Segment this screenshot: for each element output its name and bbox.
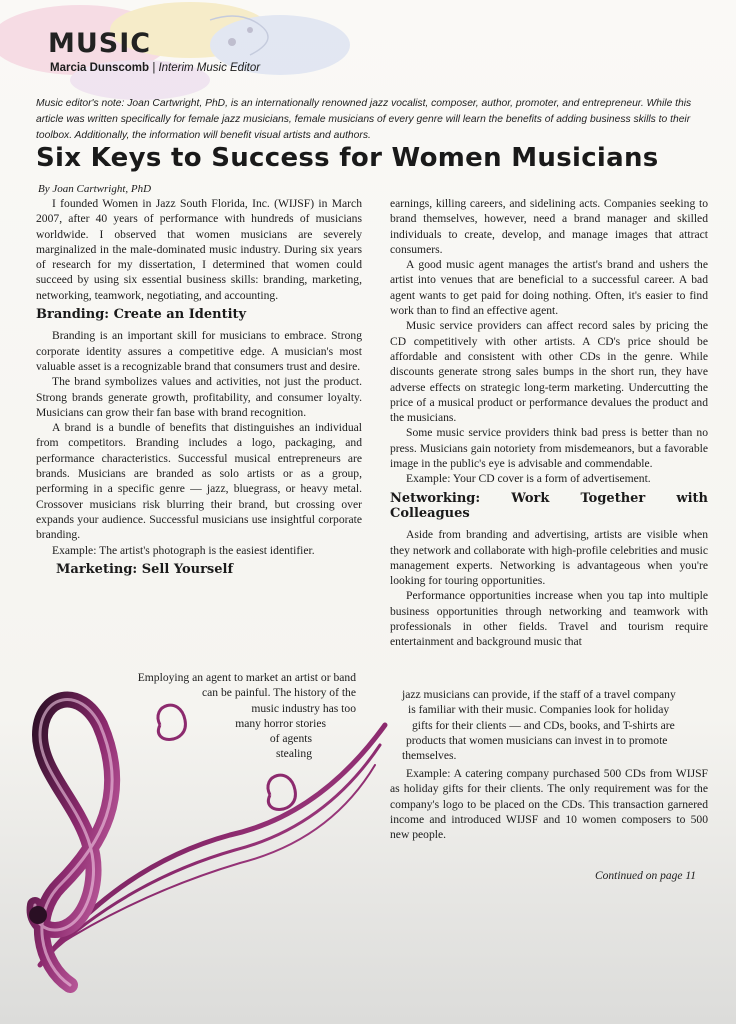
text-line: themselves.	[402, 749, 457, 763]
article-title: Six Keys to Success for Women Musicians	[36, 143, 659, 173]
branding-example: Example: The artist's photograph is the easiest identifier.	[52, 543, 315, 557]
text-line: products that women musicians can invest in to promote	[406, 733, 668, 747]
text-line: stealing	[275, 747, 312, 761]
treble-clef-illustration	[0, 665, 390, 995]
text-line: many horror stories	[235, 716, 326, 730]
marketing-paragraph: Some music service providers think bad press is better than no press. Musicians gain notoriety from misdemeanors, but a favorable image in the public's eye is advisable and commendable.	[390, 426, 708, 471]
left-column	[36, 196, 362, 583]
text-line: can be painful. The history of the	[201, 686, 356, 700]
branding-heading: Branding: Create an Identity	[36, 307, 247, 323]
branding-paragraph: The brand symbolizes values and activities, not just the product. Strong brands generate growth, profitability, and consumer loyalty. Musicians can grow their fan base with brand recognition.	[36, 375, 362, 419]
marketing-heading: Marketing: Sell Yourself	[56, 561, 234, 577]
text-line: gifts for their clients — and CDs, books, and T-shirts are	[412, 718, 675, 732]
networking-heading: Networking: Work Together with Colleagues	[390, 490, 708, 521]
editors-note: Music editor's note: Joan Cartwright, PhD, is an internationally renowned jazz vocalist, composer, author, promoter, and entrepreneur. While this article was written specifically for female jazz musicians, female musicians of every genre will learn the benefits of adding business skills to their toolbox. Additionally, the information will benefit visual artists and authors.	[36, 98, 692, 141]
marketing-continued: earnings, killing careers, and sidelining acts. Companies seeking to brand themselves, however, need a brand manager and skilled individuals to create, develop, and manage images that attract consumers.	[390, 197, 708, 256]
marketing-example: Example: Your CD cover is a form of advertisement.	[406, 472, 651, 486]
marketing-paragraph: Music service providers can affect record sales by pricing the CD competitively with other artists. A CD's price should be affordable and consistent with other CDs in the genre. While discounts generate strong sales bumps in the short run, they have adverse effects on strategic long-term marketing. Undercutting the price of a musical product or performance devalues the product and the musicians.	[390, 319, 708, 425]
networking-example: Example: A catering company purchased 500 CDs from WIJSF as holiday gifts for their clients. The only requirement was for the company's logo to be placed on the CDs. This transaction garnered income and introduced WIJSF and 10 women composers to 500 new people.	[390, 767, 708, 842]
branding-paragraph: Branding is an important skill for musicians to embrace. Strong corporate identity assures a competitive edge. A musician's most valuable asset is a recognizable brand that consumers trust and desire.	[36, 329, 362, 373]
marketing-paragraph: A good music agent manages the artist's brand and ushers the artist into venues that are beneficial to a successful career. A bad agent wants to get paid for doing nothing. Often, it's easier to find work than to find an effective agent.	[390, 258, 708, 318]
networking-paragraph: Performance opportunities increase when you tap into multiple business opportunities through networking and teamwork with professionals in other fields. Travel and tourism require entertainment and background music that	[390, 589, 708, 649]
text-line: music industry has too	[251, 701, 356, 715]
right-column	[390, 196, 708, 650]
continued-note: Continued on page 11	[594, 870, 696, 882]
networking-wrap-text	[402, 687, 676, 763]
branding-paragraph: A brand is a bundle of benefits that distinguishes an individual from competitors. Branding includes a logo, packaging, and performance characteristics. Successful musical entrepreneurs are brands. Musicians are branded as solo artists or as a group, performing in a specific genre — jazz, bluegrass, or heavy metal. Crossover musicians risk blurring their brand, but crossing over expands your audience. Successful musicians use insightful corporate branding.	[36, 421, 362, 542]
editor-byline	[50, 62, 260, 74]
text-line: of agents	[269, 732, 312, 746]
section-label: MUSIC	[48, 28, 152, 59]
editor-name: Marcia Dunscomb	[50, 62, 150, 74]
editor-role: | Interim Music Editor	[152, 62, 261, 74]
intro-paragraph: I founded Women in Jazz South Florida, Inc. (WIJSF) in March 2007, after 40 years of performance with hundreds of musicians worldwide. I observed that women musicians are severely marginalized in the male-dominated music industry. During six years of research for my dissertation, I determined that women could succeed by using six essential business skills: branding, marketing, networking, teamwork, negotiating, and accounting.	[36, 197, 362, 302]
networking-paragraph: Aside from branding and advertising, artists are visible when they network and collaborate with high-profile celebrities and music management experts. Networking is advantageous when you're looking for touring opportunities.	[390, 528, 708, 588]
text-line: Employing an agent to market an artist or band	[137, 671, 356, 684]
networking-example-block	[390, 766, 708, 842]
article-author: By Joan Cartwright, PhD	[38, 183, 152, 195]
text-line: is familiar with their music. Companies look for holiday	[408, 703, 670, 717]
text-line: jazz musicians can provide, if the staff of a travel company	[402, 688, 676, 701]
